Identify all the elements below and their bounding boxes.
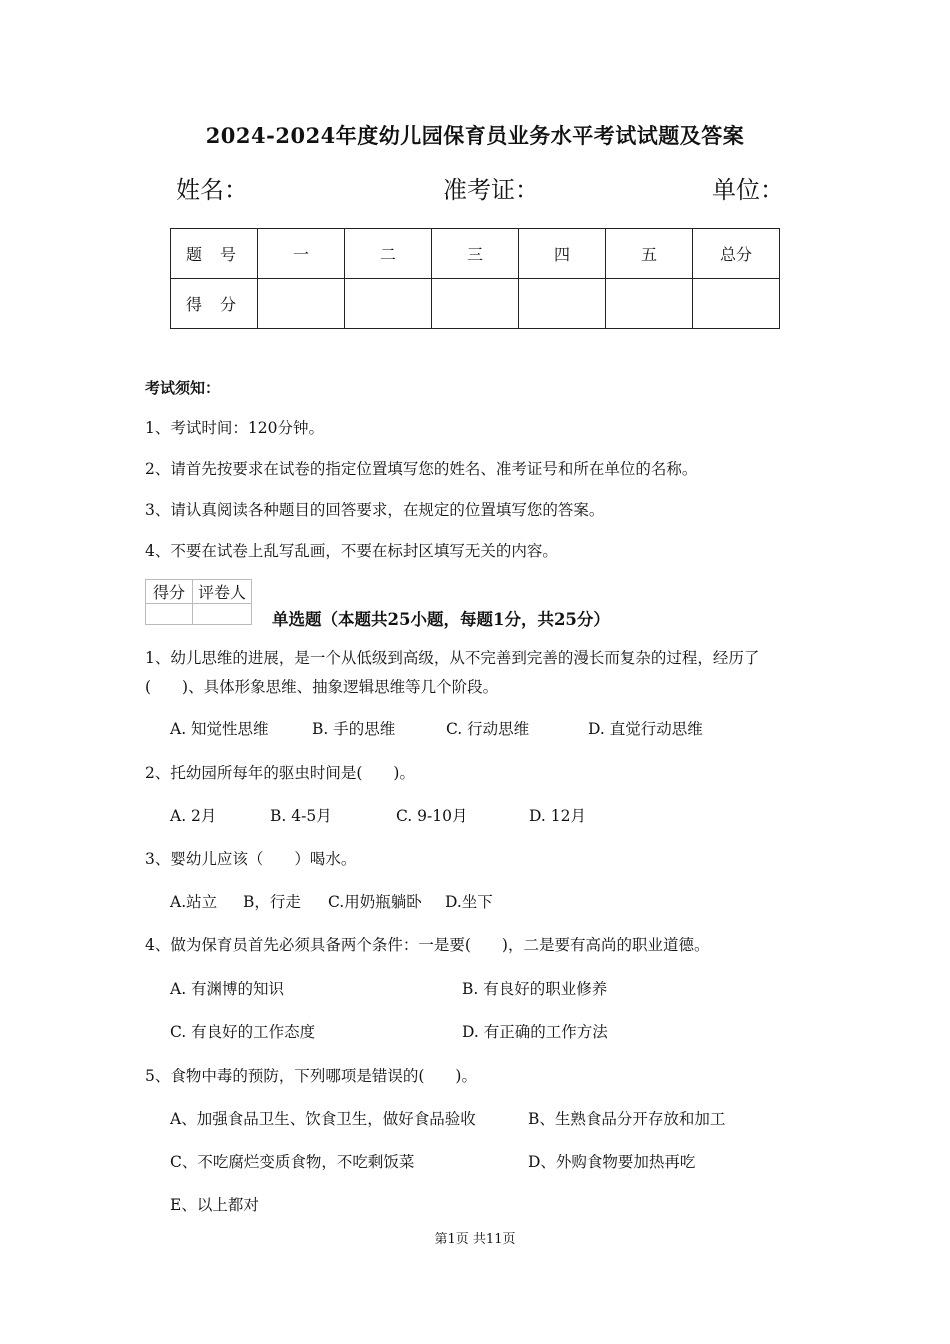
notice-item: 2、请首先按要求在试卷的指定位置填写您的姓名、准考证号和所在单位的名称。	[145, 460, 698, 478]
notice-item: 1、考试时间：120分钟。	[145, 419, 324, 437]
notice-item: 3、请认真阅读各种题目的回答要求，在规定的位置填写您的答案。	[145, 501, 605, 519]
question-stem: 4、做为保育员首先必须具备两个条件：一是要( )，二是要有高尚的职业道德。	[145, 936, 710, 954]
answer-option: C、不吃腐烂变质食物，不吃剩饭菜	[170, 1153, 415, 1171]
score-table-cell: 一	[258, 229, 345, 279]
grader-name-cell[interactable]	[193, 604, 252, 625]
score-table	[170, 228, 780, 329]
answer-option: A. 知觉性思维	[170, 720, 269, 738]
answer-option: D. 有正确的工作方法	[462, 1023, 608, 1041]
notice-item: 4、不要在试卷上乱写乱画，不要在标封区填写无关的内容。	[145, 542, 558, 560]
answer-option: D、外购食物要加热再吃	[528, 1153, 696, 1171]
question-stem: 3、婴幼儿应该（ ）喝水。	[145, 850, 357, 868]
unit-label: 单位：	[712, 176, 784, 204]
question-stem: ( )、具体形象思维、抽象逻辑思维等几个阶段。	[145, 678, 499, 696]
answer-option: B、生熟食品分开存放和加工	[528, 1110, 726, 1128]
answer-option: B. 手的思维	[312, 720, 396, 738]
answer-option: B. 4-5月	[270, 807, 332, 825]
grader-score-label: 得分	[146, 580, 193, 604]
document-title: 2024-2024年度幼儿园保育员业务水平考试试题及答案	[205, 123, 745, 148]
grader-name-label: 评卷人	[193, 580, 252, 604]
answer-option: C.用奶瓶躺卧	[328, 893, 422, 911]
answer-option: D.坐下	[445, 893, 493, 911]
answer-option: A. 有渊博的知识	[170, 980, 285, 998]
score-entry-cell[interactable]	[345, 279, 432, 329]
question-stem: 5、食物中毒的预防，下列哪项是错误的( )。	[145, 1067, 477, 1085]
score-entry-cell[interactable]	[258, 279, 345, 329]
grader-table	[145, 579, 252, 625]
score-table-cell: 得分	[171, 279, 258, 329]
score-table-cell: 三	[432, 229, 519, 279]
score-entry-cell[interactable]	[693, 279, 780, 329]
name-label: 姓名：	[176, 176, 248, 204]
notice-title: 考试须知：	[145, 379, 221, 397]
answer-option: D. 12月	[529, 807, 586, 825]
score-table-cell: 二	[345, 229, 432, 279]
score-table-header-row	[171, 229, 780, 279]
score-entry-cell[interactable]	[606, 279, 693, 329]
question-stem: 1、幼儿思维的进展，是一个从低级到高级，从不完善到完善的漫长而复杂的过程，经历了	[145, 649, 760, 667]
page-footer: 第1页 共11页	[434, 1232, 516, 1247]
answer-option: C. 有良好的工作态度	[170, 1023, 316, 1041]
answer-option: C. 行动思维	[446, 720, 530, 738]
score-table-score-row	[171, 279, 780, 329]
answer-option: A、加强食品卫生、饮食卫生，做好食品验收	[170, 1110, 476, 1128]
score-table-cell: 题号	[171, 229, 258, 279]
score-table-cell: 四	[519, 229, 606, 279]
answer-option: B. 有良好的职业修养	[462, 980, 608, 998]
answer-option: E、以上都对	[170, 1196, 259, 1214]
question-stem: 2、托幼园所每年的驱虫时间是( )。	[145, 764, 415, 782]
answer-option: A.站立	[170, 893, 218, 911]
score-table-cell: 五	[606, 229, 693, 279]
score-entry-cell[interactable]	[432, 279, 519, 329]
score-table-cell: 总分	[693, 229, 780, 279]
grader-score-cell[interactable]	[146, 604, 193, 625]
exam-id-label: 准考证：	[443, 176, 539, 204]
answer-option: B，行走	[243, 893, 301, 911]
score-entry-cell[interactable]	[519, 279, 606, 329]
answer-option: A. 2月	[170, 807, 217, 825]
section-title: 单选题（本题共25小题，每题1分，共25分）	[272, 610, 610, 629]
answer-option: D. 直觉行动思维	[588, 720, 703, 738]
answer-option: C. 9-10月	[396, 807, 468, 825]
